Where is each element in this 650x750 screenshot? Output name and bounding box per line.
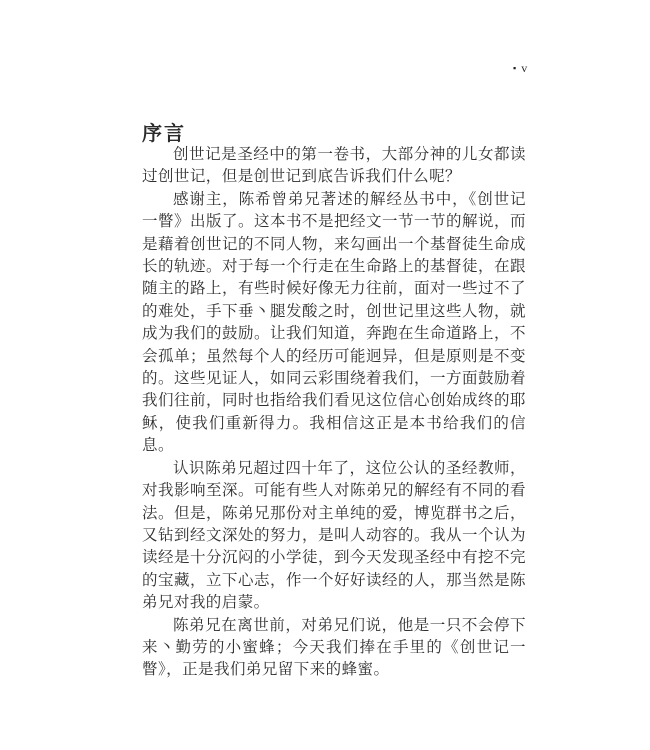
preface-heading: 序言 — [142, 123, 186, 146]
page-marker — [513, 61, 527, 76]
paragraph-closing: 陈弟兄在离世前，对弟兄们说，他是一只不会停下来丶勤劳的小蜜蜂；今天我们捧在手里的《创世记一瞥》，正是我们弟兄留下来的蜂蜜。 — [142, 616, 526, 679]
paragraph-intro: 创世记是圣经中的第一卷书，大部分神的儿女都读过创世记，但是创世记到底告诉我们什么呢？ — [142, 146, 526, 186]
paragraph-book-overview: 感谢主，陈希曾弟兄著述的解经丛书中，《创世记一瞥》出版了。这本书不是把经文一节一节的解说，而是藉着创世记的不同人物，来勾画出一个基督徒生命成长的轨迹。对于每一个行走在生命路上的基督徒，在跟随主的路上，有些时候好像无力往前，面对一些过不了的难处，手下垂丶腿发酸之时，创世记里这些人物，就成为我们的鼓励。让我们知道，奔跑在生命道路上，不会孤单；虽然每个人的经历可能迥异，但是原则是不变的。这些见证人，如同云彩围绕着我们，一方面鼓励着我们往前，同时也指给我们看见这位信心创始成终的耶稣，使我们重新得力。我相信这正是本书给我们的信息。 — [142, 190, 526, 455]
page-number: v — [521, 61, 528, 75]
paragraph-author-tribute: 认识陈弟兄超过四十年了，这位公认的圣经教师，对我影响至深。可能有些人对陈弟兄的解经有不同的看法。但是，陈弟兄那份对主单纯的爱，博览群书之后，又钻到经文深处的努力，是叫人动容的。我从一个认为读经是十分沉闷的小学徒，到今天发现圣经中有挖不完的宝藏，立下心志，作一个好好读经的人，那当然是陈弟兄对我的启蒙。 — [142, 459, 526, 612]
preface-body — [142, 144, 526, 682]
page-marker-bullet-icon: ▪ — [513, 63, 517, 73]
